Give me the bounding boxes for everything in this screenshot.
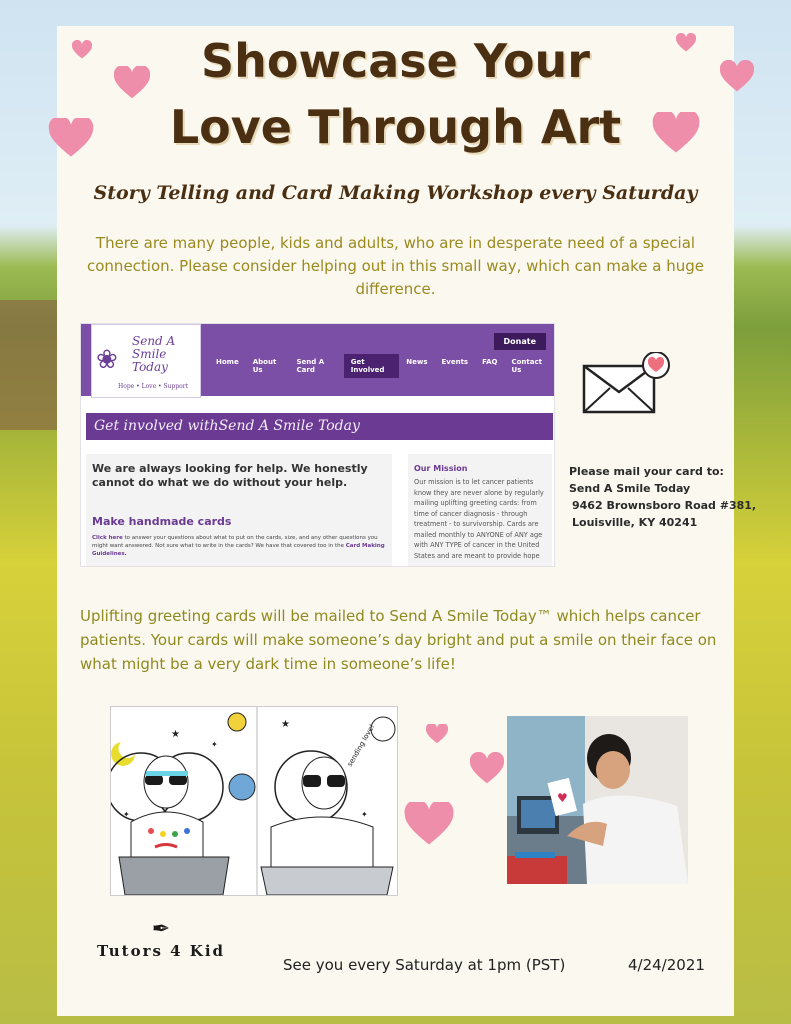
svg-text:✦: ✦	[123, 810, 130, 819]
intro-paragraph: There are many people, kids and adults, who are in desperate need of a special connection. Please consider helping out in this small way, which can make a huge difference.	[87, 234, 704, 298]
nav-faq[interactable]: FAQ	[482, 358, 498, 366]
heart-icon	[426, 724, 448, 744]
mission-text: Our mission is to let cancer patients know they are never alone by regularly mailing uplifting greeting cards: from time of cancer diagnosis - through treatment - to survivorship. Cards are mailed monthly to ANYONE of ANY age with ANY TYPE of cancer in the United States and are meant to provide hope	[414, 478, 544, 560]
lead-text: We are always looking for help. We honestly cannot do what we do without your help.	[92, 462, 368, 489]
title-line-2: Love Through Art	[169, 100, 622, 154]
footer-date: 4/24/2021	[628, 956, 705, 974]
heart-icon	[404, 802, 454, 846]
llama-artwork-image	[110, 706, 398, 896]
nav-news[interactable]: News	[406, 358, 428, 366]
svg-text:★: ★	[281, 719, 290, 730]
field-background	[0, 300, 60, 430]
art-caption: sending love!	[345, 722, 377, 768]
footer-schedule: See you every Saturday at 1pm (PST)	[283, 956, 566, 974]
logo-text: Send A Smile Today	[132, 334, 176, 374]
brand-name: Tutors 4 Kid	[96, 942, 226, 960]
mission-heading: Our Mission	[414, 464, 468, 473]
website-screenshot	[80, 323, 555, 567]
logo-tagline: Hope • Love • Support	[118, 383, 189, 390]
svg-text:✦: ✦	[211, 740, 218, 749]
student-photo	[507, 716, 688, 884]
section-heading: Make handmade cards	[92, 515, 232, 528]
section-text	[92, 534, 388, 558]
flower-icon: ❀	[96, 345, 118, 375]
svg-text:★: ★	[171, 729, 180, 740]
section-body: to answer your questions about what to put on the cards, size, and any other questions you might want answered. Not sure what to write in the cards? We have that covered too in the	[92, 535, 378, 549]
nav-events[interactable]: Events	[441, 358, 469, 366]
envelope-icon	[582, 352, 674, 416]
subtitle: Story Telling and Card Making Workshop every Saturday	[93, 182, 698, 204]
heart-icon	[470, 752, 504, 786]
donate-button[interactable]: Donate	[494, 333, 546, 350]
description-paragraph: Uplifting greeting cards will be mailed to Send A Smile Today™ which helps cancer patients. Your cards will make someone’s day bright and put a smile on their face on what might be a very dark time in someone’s life!	[80, 607, 717, 673]
mail-street: 9462 Brownsboro Road #381,	[572, 499, 757, 512]
site-logo	[91, 324, 201, 398]
nav-about-us[interactable]: About Us	[252, 358, 277, 374]
nav-send-a-card[interactable]: Send A Card	[296, 358, 325, 374]
mail-city: Louisville, KY 40241	[572, 516, 698, 529]
nav-home[interactable]: Home	[216, 358, 239, 366]
title-line-1: Showcase Your	[200, 34, 590, 88]
mailing-address	[569, 463, 756, 531]
pen-nib-icon: ✒	[151, 917, 171, 942]
nav-contact-us[interactable]: Contact Us	[511, 358, 542, 374]
mail-recipient: Send A Smile Today	[569, 482, 691, 495]
mission-box	[408, 454, 552, 566]
tutors-4-kid-logo	[86, 918, 236, 960]
guidelines-link[interactable]: Card Making Guidelines.	[92, 543, 385, 557]
page-banner: Get involved withSend A Smile Today	[86, 413, 553, 440]
site-nav	[209, 354, 554, 378]
mail-heading: Please mail your card to:	[569, 465, 724, 478]
site-header	[81, 324, 554, 396]
click-here-link[interactable]: Click here	[92, 535, 123, 541]
svg-text:✦: ✦	[361, 810, 368, 819]
content-left	[86, 454, 392, 566]
photo-card-sign: ♥	[557, 791, 568, 805]
nav-get-involved[interactable]: Get Involved	[344, 354, 400, 378]
